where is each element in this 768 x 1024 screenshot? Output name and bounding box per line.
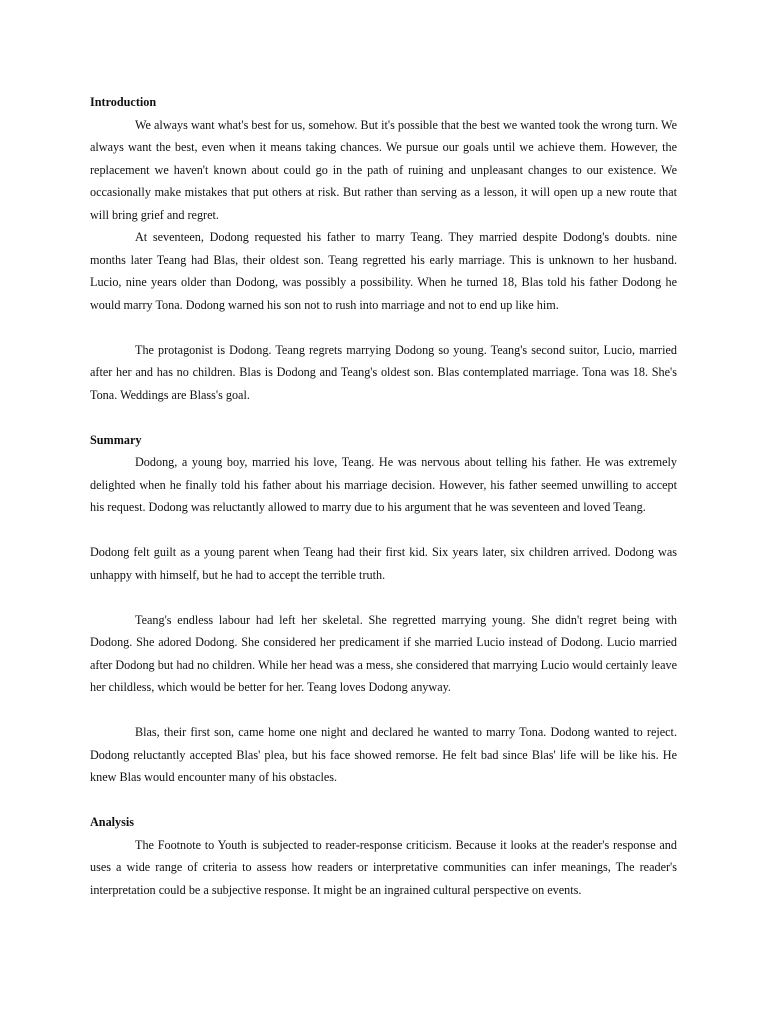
summary-paragraph-4: Blas, their first son, came home one night and declared he wanted to marry Tona. Dodong wanted to reject. Dodong reluctantly accepted Blas' plea, but his face showed remorse. He felt bad since Blas' life will be like his. He knew Blas would encounter many of his obstacles.	[90, 725, 677, 784]
summary-paragraph-2: Dodong felt guilt as a young parent when Teang had their first kid. Six years later, six children arrived. Dodong was unhappy with himself, but he had to accept the terrible truth.	[90, 545, 677, 582]
summary-paragraph-1: Dodong, a young boy, married his love, Teang. He was nervous about telling his father. He was extremely delighted when he finally told his father about his marriage decision. However, his father seemed unwilling to accept his request. Dodong was reluctantly allowed to marry due to his argument that he was seventeen and loved Teang.	[90, 455, 677, 514]
introduction-paragraph-3: The protagonist is Dodong. Teang regrets marrying Dodong so young. Teang's second suitor, Lucio, married after her and has no children. Blas is Dodong and Teang's oldest son. Blas contemplated marriage. Tona was 18. She's Tona. Weddings are Blass's goal.	[90, 342, 677, 402]
section-heading-summary: Summary	[90, 432, 142, 447]
document-page	[90, 91, 677, 901]
analysis-paragraph-1: The Footnote to Youth is subjected to reader-response criticism. Because it looks at the reader's response and uses a wide range of criteria to assess how readers or interpretative communities can infer meanings, The reader's interpretation could be a subjective response. It might be an ingrained cultural perspective on events.	[90, 837, 677, 897]
summary-paragraph-3: Teang's endless labour had left her skeletal. She regretted marrying young. She didn't regret being with Dodong. She adored Dodong. She considered her predicament if she married Lucio instead of Dodong. Lucio married after Dodong but had no children. While her head was a mess, she considered that marrying Lucio would certainly leave her childless, which would be better for her. Teang loves Dodong anyway.	[90, 612, 677, 694]
section-heading-introduction: Introduction	[90, 95, 157, 109]
section-heading-analysis: Analysis	[90, 815, 135, 829]
introduction-paragraph-2: At seventeen, Dodong requested his father to marry Teang. They married despite Dodong's doubts. nine months later Teang had Blas, their oldest son. Teang regretted his early marriage. This is unknown to her husband. Lucio, nine years older than Dodong, was possibly a possibility. When he turned 18, Blas told his father Dodong he would marry Tona. Dodong warned his son not to rush into marriage and not to end up like him.	[90, 230, 677, 312]
introduction-paragraph-1: We always want what's best for us, somehow. But it's possible that the best we wanted took the wrong turn. We always want the best, even when it means taking chances. We pursue our goals until we achieve them. However, the replacement we haven't known about could go in the path of ruining and unpleasant changes to our existence. We occasionally make mistakes that put others at risk. But rather than serving as a lesson, it will open up a new route that will bring grief and regret.	[90, 117, 677, 222]
